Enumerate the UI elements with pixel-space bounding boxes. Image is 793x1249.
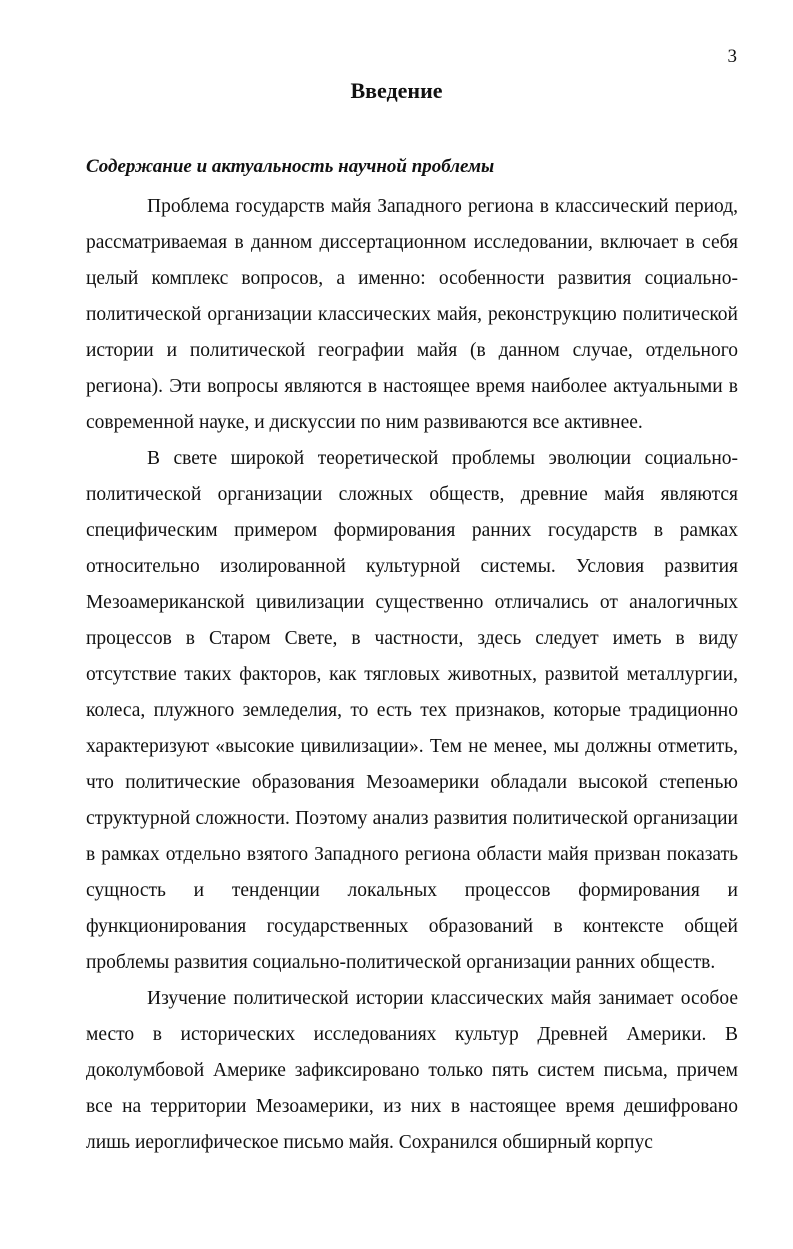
paragraph-2: В свете широкой теоретической проблемы эволюции социально-политической организации сложных обществ, древние майя являются специфическим примером формирования ранних государств в рамках относительно изолированной культурной системы. Условия развития Мезоамериканской цивилизации существенно отличались от аналогичных процессов в Старом Свете, в частности, здесь следует иметь в виду отсутствие таких факторов, как тягловых животных, развитой металлургии, колеса, плужного земледелия, то есть тех признаков, которые традиционно характеризуют «высокие цивилизации». Тем не менее, мы должны отметить, что политические образования Мезоамерики обладали высокой степенью структурной сложности. Поэтому анализ развития политической организации в рамках отдельно взятого Западного региона области майя призван показать сущность и тенденции локальных процессов формирования и функционирования государственных образований в контексте общей проблемы развития социально-политической организации ранних обществ.: [86, 448, 738, 973]
body-text: [86, 189, 738, 1161]
page-number: 3: [727, 46, 737, 67]
paragraph-3: Изучение политической истории классических майя занимает особое место в исторических исследованиях культур Древней Америки. В доколумбовой Америке зафиксировано только пять систем письма, причем все на территории Мезоамерики, из них в настоящее время дешифровано лишь иероглифическое письмо майя. Сохранился обширный корпус: [86, 988, 738, 1153]
section-heading: Содержание и актуальность научной проблемы: [86, 156, 495, 177]
page-title: Введение: [350, 78, 443, 103]
paragraph-1: Проблема государств майя Западного региона в классический период, рассматриваемая в данном диссертационном исследовании, включает в себя целый комплекс вопросов, а именно: особенности развития социально-политической организации классических майя, реконструкцию политической истории и политической географии майя (в данном случае, отдельного региона). Эти вопросы являются в настоящее время наиболее актуальными в современной науке, и дискуссии по ним развиваются все активнее.: [86, 196, 738, 433]
